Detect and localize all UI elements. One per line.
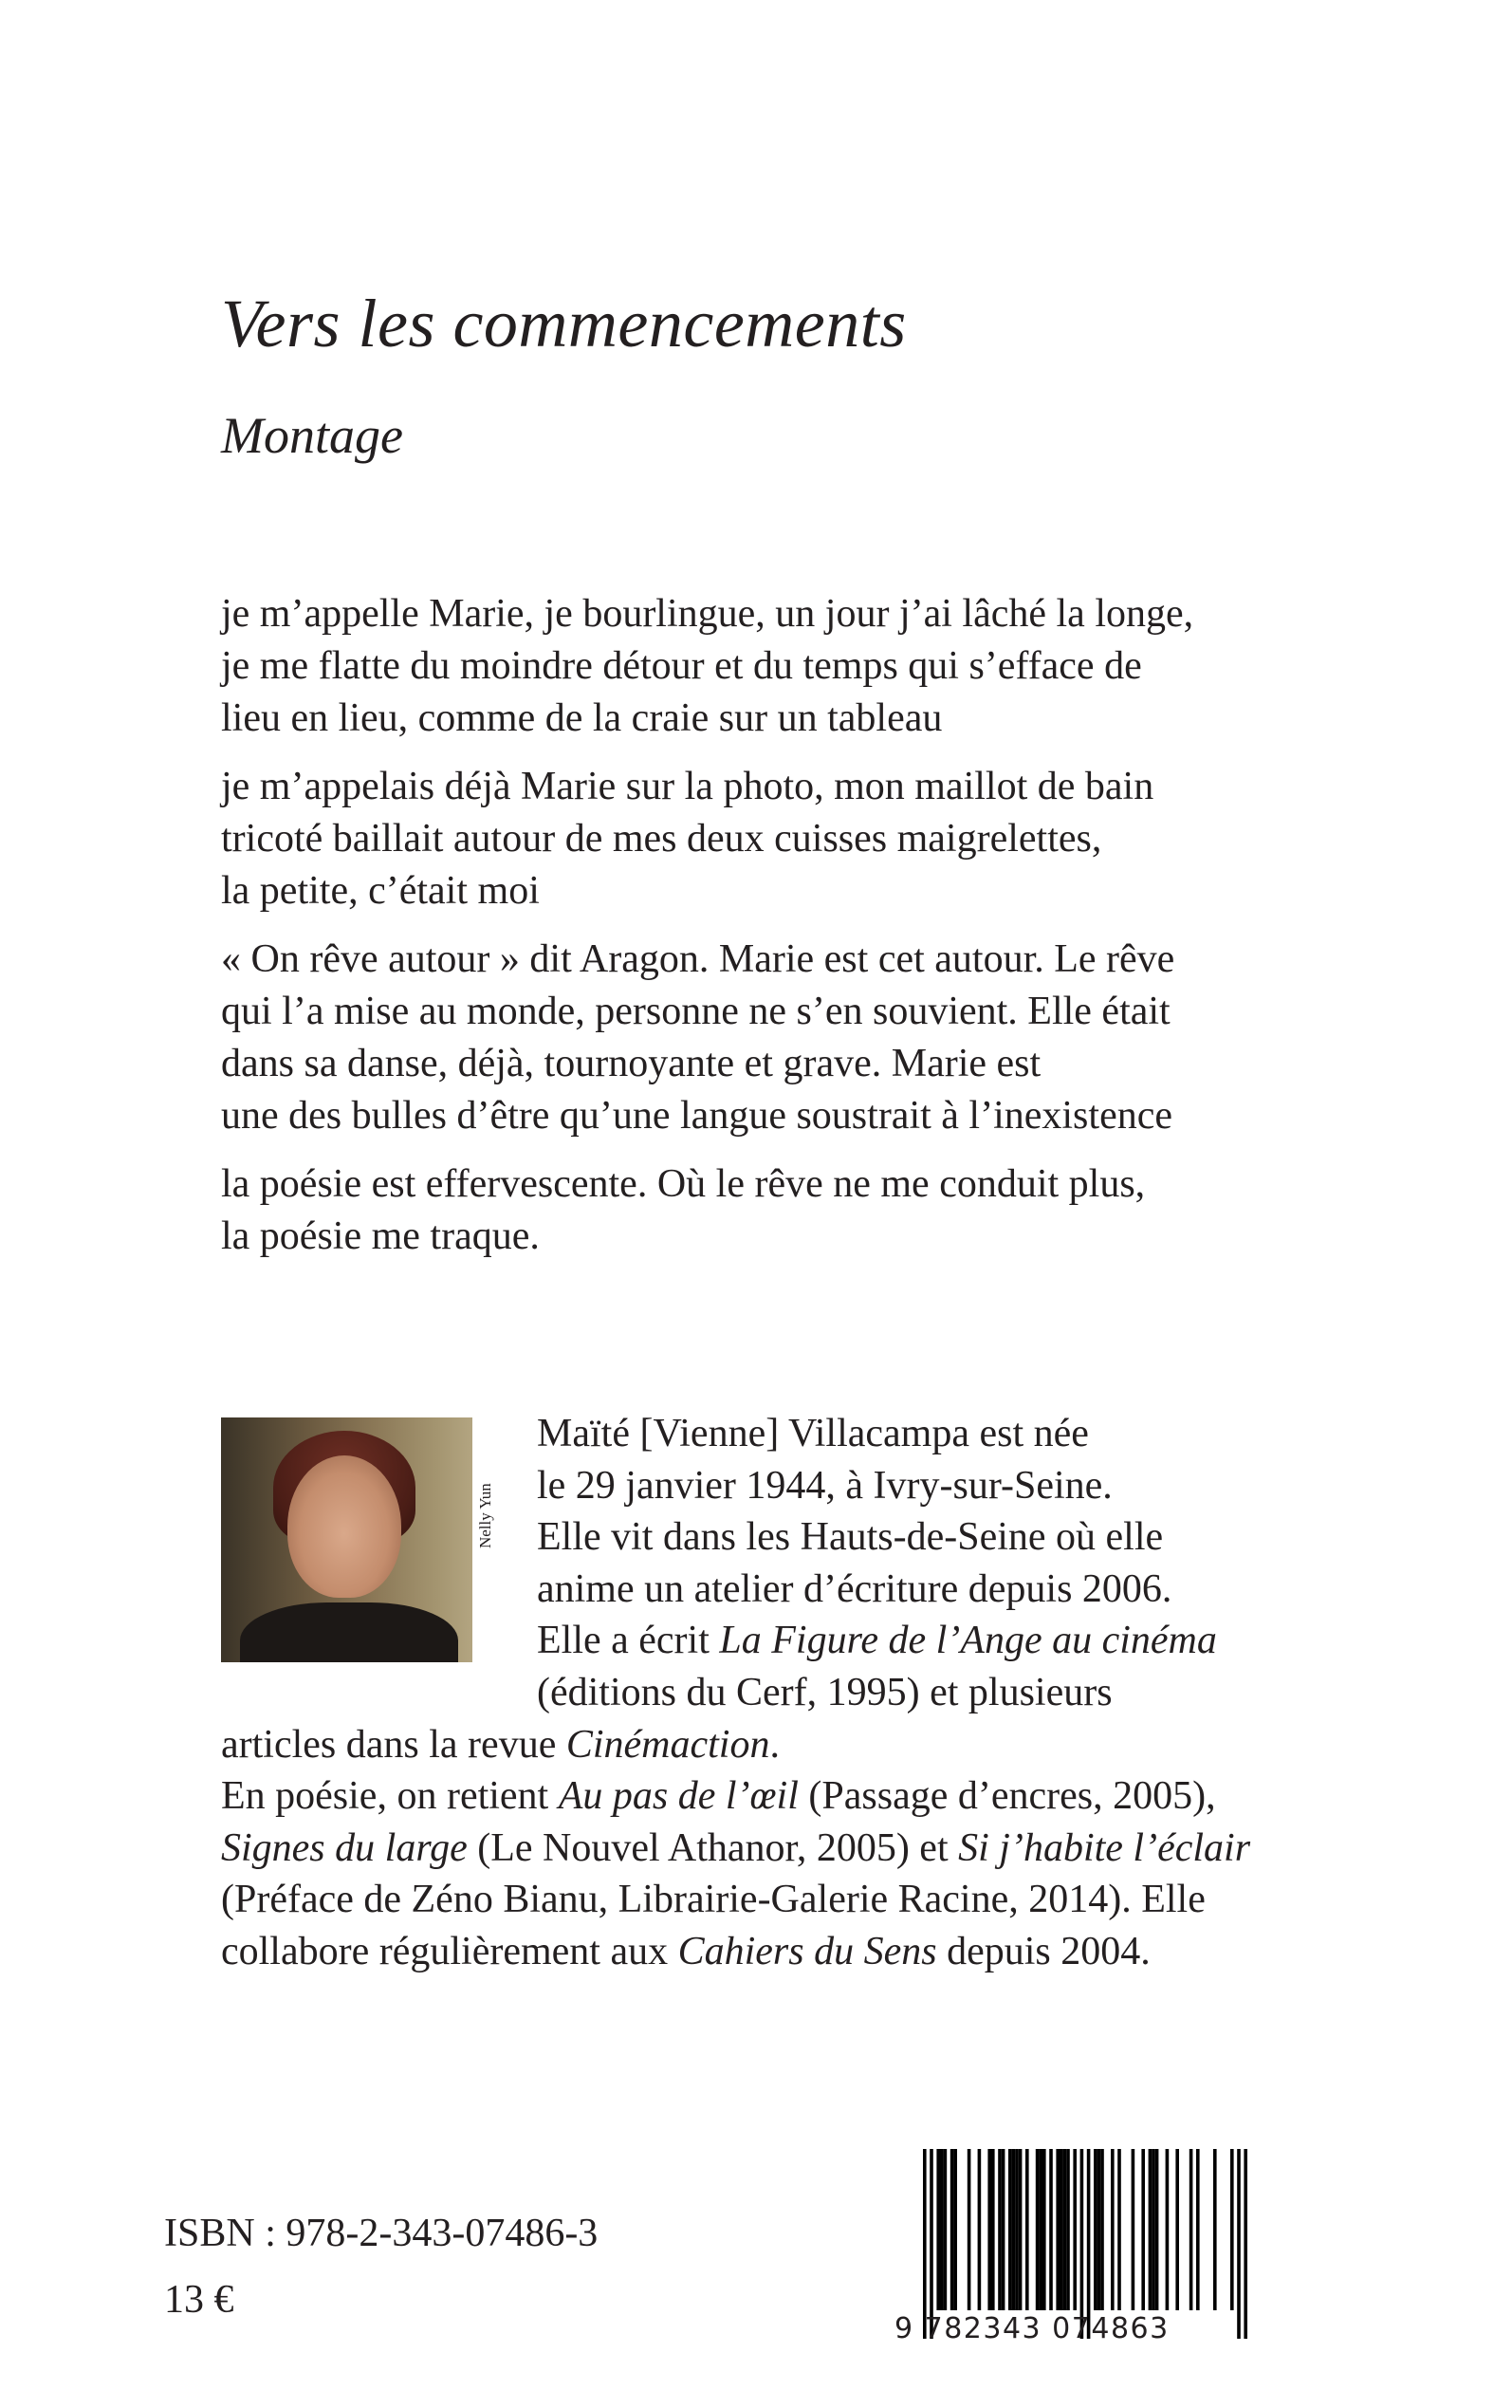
barcode-bar [1039, 2149, 1042, 2310]
barcode-bar [1149, 2149, 1152, 2310]
excerpt-line: dans sa danse, déjà, tournoyante et grave. Marie est [221, 1042, 1042, 1085]
bio-text: depuis 2004. [936, 1929, 1151, 1973]
excerpt-line: « On rêve autour » dit Aragon. Marie est cet autour. Le rêve [221, 937, 1175, 981]
book-reference: Au pas de l’œil [558, 1774, 799, 1819]
bio-line: le 29 janvier 1944, à Ivry-sur-Seine. [537, 1463, 1113, 1508]
bio-text: collabore régulièrement aux [221, 1929, 678, 1973]
barcode-bar [944, 2149, 948, 2310]
bio-text: articles dans la revue [221, 1722, 566, 1767]
excerpt-line: tricoté baillait autour de mes deux cuisses maigrelettes, [221, 817, 1102, 861]
book-reference: La Figure de l’Ange au cinéma [719, 1619, 1217, 1663]
barcode-bar [1015, 2149, 1019, 2310]
barcode-bar [1073, 2149, 1077, 2310]
bio-line: Elle vit dans les Hauts-de-Seine où elle [537, 1515, 1164, 1560]
excerpt-paragraph [221, 588, 1312, 745]
excerpt-line: une des bulles d’être qu’une langue soustrait à l’inexistence [221, 1094, 1172, 1138]
bio-line: (Préface de Zéno Bianu, Librairie-Galerie Racine, 2014). Elle [221, 1878, 1206, 1922]
barcode-bar [1060, 2149, 1063, 2310]
barcode-bar [998, 2149, 1002, 2310]
barcode-bar [978, 2149, 982, 2310]
barcode-bar [1152, 2149, 1155, 2310]
excerpt-paragraph [221, 934, 1312, 1142]
barcode-bar [1213, 2149, 1217, 2310]
barcode-bar [950, 2149, 954, 2310]
excerpt-line: je me flatte du moindre détour et du temps qui s’efface de [221, 644, 1142, 688]
barcode-bar [936, 2149, 940, 2310]
barcode-bar [1111, 2149, 1115, 2310]
bio-line [221, 1926, 1350, 1978]
barcode-bar [1132, 2149, 1135, 2310]
bio-text: Elle a écrit [537, 1619, 720, 1663]
bio-line: (éditions du Cerf, 1995) et plusieurs [537, 1670, 1113, 1714]
barcode-bar [1012, 2149, 1016, 2310]
barcode-bar [923, 2149, 927, 2339]
bio-line [221, 1719, 1350, 1771]
barcode-bar [991, 2149, 995, 2310]
barcode-bar [1230, 2149, 1234, 2310]
barcode-bar [1087, 2149, 1091, 2339]
barcode-bar [1036, 2149, 1040, 2310]
bio-line [221, 1615, 1350, 1667]
barcode-bar [1237, 2149, 1241, 2339]
journal-reference: Cahiers du Sens [677, 1929, 937, 1973]
barcode-bar [968, 2149, 971, 2310]
barcode-bar [1025, 2149, 1029, 2310]
journal-reference: Cinémaction [565, 1722, 770, 1767]
barcode-bar [1008, 2149, 1012, 2310]
book-subtitle: Montage [221, 407, 403, 464]
barcode-bar [1141, 2149, 1145, 2310]
book-reference: Si j’habite l’éclair [958, 1825, 1251, 1870]
excerpt-paragraph [221, 1158, 1312, 1263]
barcode-bar [1066, 2149, 1070, 2310]
barcode-bar [1094, 2149, 1097, 2310]
excerpt-line: je m’appelais déjà Marie sur la photo, mon maillot de bain [221, 765, 1154, 808]
barcode-bar [1117, 2149, 1121, 2310]
bio-line: anime un atelier d’écriture depuis 2006. [537, 1566, 1172, 1611]
excerpt-line: la poésie me traque. [221, 1214, 540, 1258]
barcode-digits: 9 782343 074863 [894, 2312, 1170, 2345]
barcode-bar [1019, 2149, 1023, 2310]
excerpt-line: lieu en lieu, comme de la craie sur un tableau [221, 696, 943, 740]
barcode-bar [987, 2149, 991, 2310]
price: 13 € [164, 2278, 234, 2322]
bio-text: (Le Nouvel Athanor, 2005) et [467, 1825, 959, 1870]
barcode-bar [930, 2149, 933, 2339]
barcode-bar [1002, 2149, 1005, 2310]
excerpt-line: qui l’a mise au monde, personne ne s’en souvient. Elle était [221, 990, 1171, 1033]
barcode-bar [1056, 2149, 1060, 2310]
excerpt-line: la poésie est effervescente. Où le rêve ne me conduit plus, [221, 1162, 1146, 1206]
bio-text: . [769, 1722, 780, 1767]
barcode-bar [1080, 2149, 1084, 2339]
bio-line [221, 1823, 1350, 1875]
excerpt-paragraph [221, 761, 1312, 917]
bio-text: (Passage d’encres, 2005), [798, 1774, 1216, 1819]
isbn: ISBN : 978-2-343-07486-3 [164, 2212, 599, 2255]
barcode-bar [940, 2149, 944, 2310]
barcode-bar [1097, 2149, 1101, 2310]
excerpt [221, 588, 1312, 1279]
bio-line [221, 1770, 1350, 1823]
barcode-bar [1155, 2149, 1159, 2310]
barcode-bar [1244, 2149, 1247, 2339]
book-title: Vers les commencements [221, 286, 907, 361]
barcode-bar [1166, 2149, 1170, 2310]
photo-credit: Nelly Yun [476, 1483, 494, 1548]
excerpt-line: je m’appelle Marie, je bourlingue, un jour j’ai lâché la longe, [221, 592, 1194, 636]
barcode-bar [1049, 2149, 1053, 2310]
bio-line: Maïté [Vienne] Villacampa est née [537, 1412, 1089, 1455]
author-bio [221, 1408, 1350, 1978]
barcode-bar [1189, 2149, 1193, 2310]
barcode-bar [1042, 2149, 1046, 2310]
barcode-bar [1100, 2149, 1104, 2310]
excerpt-line: la petite, c’était moi [221, 869, 540, 913]
bio-text: En poésie, on retient [221, 1774, 559, 1819]
book-reference: Signes du large [221, 1825, 468, 1870]
barcode-bar [953, 2149, 957, 2310]
barcode-bar [1175, 2149, 1179, 2310]
barcode-bar [1196, 2149, 1200, 2310]
barcode-bar [1063, 2149, 1067, 2310]
